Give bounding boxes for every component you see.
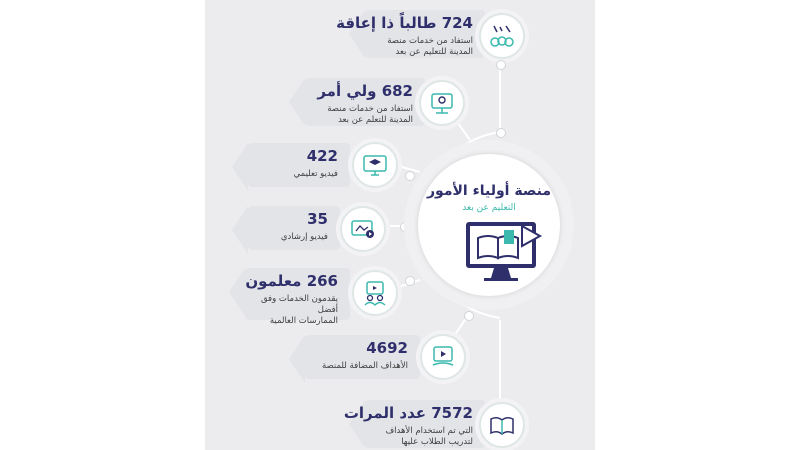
stat-card-educational-videos xyxy=(248,143,350,187)
stat-number: 7572 عدد المرات xyxy=(343,404,473,422)
teacher-screen-icon xyxy=(352,270,398,316)
stat-card-guidance-videos xyxy=(248,206,340,250)
connector-dot xyxy=(464,311,474,321)
stat-card-added-goals xyxy=(305,335,420,379)
stat-description: فيديو تعليمي xyxy=(293,169,338,179)
connector-dot xyxy=(405,171,415,181)
stat-number: 4692 xyxy=(366,339,408,357)
hub-title: منصة أولياء الأمور xyxy=(426,183,552,199)
stat-card-teachers xyxy=(245,268,350,326)
stat-number: 422 xyxy=(306,147,338,165)
stat-number: 682 ولي أمر xyxy=(317,82,413,100)
video-play-icon xyxy=(340,206,386,252)
stat-description: فيديو إرشادي xyxy=(280,232,328,242)
stat-description: استفاد من خدمات منصة المدينة للتعليم عن بعد xyxy=(387,36,473,57)
connector-dot xyxy=(496,60,506,70)
open-book-icon xyxy=(479,402,525,448)
monitor-book-icon xyxy=(464,220,544,284)
stat-card-parents xyxy=(305,78,425,126)
stat-number: 35 xyxy=(307,210,328,228)
stat-card-disabled-students xyxy=(336,10,485,58)
parent-video-call-icon xyxy=(419,80,465,126)
stat-number: 266 معلمون xyxy=(245,272,338,290)
disability-icons xyxy=(479,13,525,59)
graduation-monitor-icon xyxy=(352,142,398,188)
stat-description: استفاد من خدمات منصة المدينة للتعلم عن بعد xyxy=(327,104,413,125)
connector-dot xyxy=(496,128,506,138)
stat-description: الأهداف المضافة للمنصة xyxy=(322,361,408,371)
stat-card-goal-usage xyxy=(343,400,485,448)
connector-dot xyxy=(405,276,415,286)
stat-description: يقدمون الخدمات وفق أفضل الممارسات العالمية xyxy=(260,294,338,326)
book-play-icon xyxy=(420,334,466,380)
hub-subtitle: التعليم عن بعد xyxy=(462,203,516,213)
stat-number: 724 طالباً ذا إعاقة xyxy=(336,14,473,32)
stat-description: التي تم استخدام الأهداف لتدريب الطلاب عليها xyxy=(385,426,473,447)
